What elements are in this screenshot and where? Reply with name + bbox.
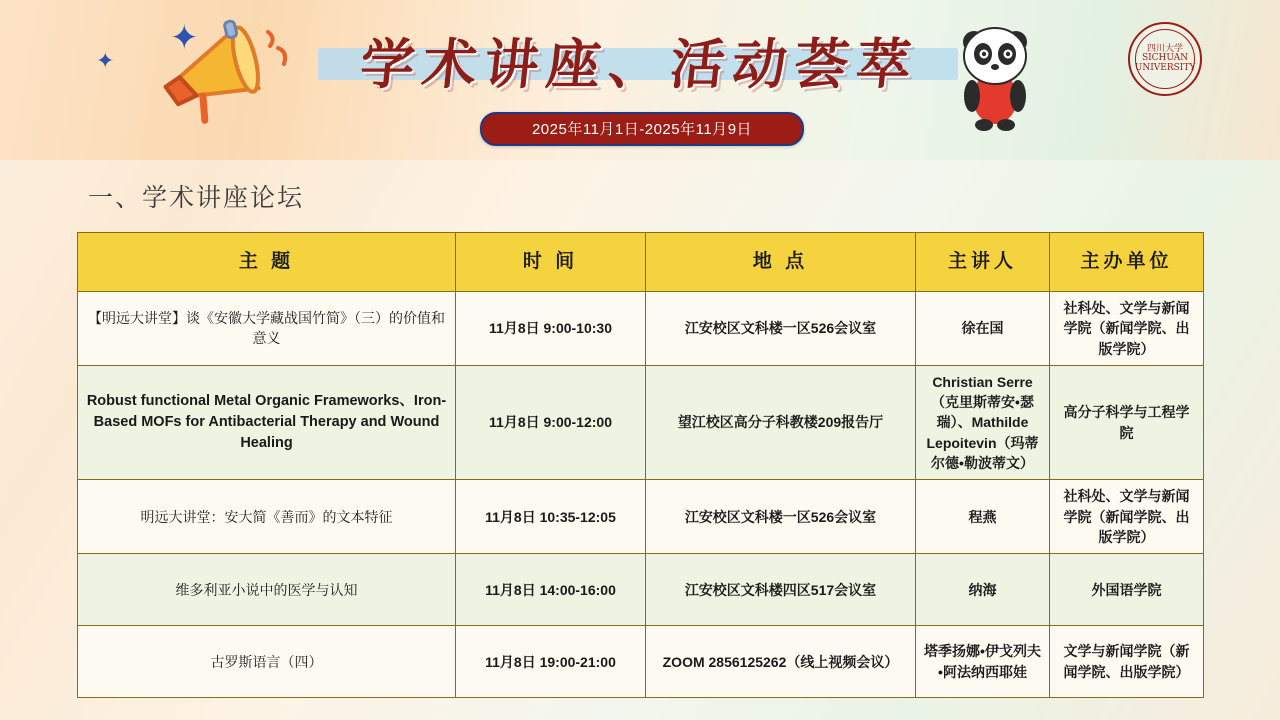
cell-place: 江安校区文科楼四区517会议室 bbox=[646, 554, 916, 626]
date-range-badge: 2025年11月1日-2025年11月9日 bbox=[480, 112, 804, 146]
cell-host: 外国语学院 bbox=[1050, 554, 1204, 626]
cell-speaker: Christian Serre（克里斯蒂安•瑟瑞）、Mathilde Lepoitevin（玛蒂尔德•勒波蒂文） bbox=[916, 365, 1050, 479]
table-row bbox=[78, 554, 1204, 626]
table-row bbox=[78, 292, 1204, 366]
cell-topic: 古罗斯语言（四） bbox=[78, 626, 456, 698]
cell-topic: 明远大讲堂：安大简《善而》的文本特征 bbox=[78, 480, 456, 554]
column-header-time: 时 间 bbox=[456, 233, 646, 292]
column-header-place: 地 点 bbox=[646, 233, 916, 292]
column-header-host: 主办单位 bbox=[1050, 233, 1204, 292]
cell-place: 望江校区高分子科教楼209报告厅 bbox=[646, 365, 916, 479]
panda-icon bbox=[950, 12, 1040, 132]
cell-topic: 维多利亚小说中的医学与认知 bbox=[78, 554, 456, 626]
banner-title: 学术讲座、活动荟萃 bbox=[357, 32, 922, 96]
cell-time: 11月8日 9:00-10:30 bbox=[456, 292, 646, 366]
cell-speaker: 程燕 bbox=[916, 480, 1050, 554]
column-header-speaker: 主讲人 bbox=[916, 233, 1050, 292]
cell-host: 文学与新闻学院（新闻学院、出版学院） bbox=[1050, 626, 1204, 698]
schedule-table-container bbox=[77, 232, 1203, 698]
table-body bbox=[78, 292, 1204, 698]
column-header-topic: 主 题 bbox=[78, 233, 456, 292]
cell-place: 江安校区文科楼一区526会议室 bbox=[646, 292, 916, 366]
cell-host: 社科处、文学与新闻学院（新闻学院、出版学院） bbox=[1050, 292, 1204, 366]
table-header-row bbox=[78, 233, 1204, 292]
university-logo bbox=[1128, 22, 1202, 96]
cell-speaker: 塔季扬娜•伊戈列夫•阿法纳西耶娃 bbox=[916, 626, 1050, 698]
schedule-table bbox=[77, 232, 1204, 698]
table-row bbox=[78, 365, 1204, 479]
section-heading: 一、学术讲座论坛 bbox=[88, 183, 305, 212]
cell-topic: Robust functional Metal Organic Frameworks、Iron-Based MOFs for Antibacterial Therapy and Wound Healing bbox=[78, 365, 456, 479]
sparkle-icon: ✦ bbox=[96, 48, 115, 73]
cell-place: ZOOM 2856125262（线上视频会议） bbox=[646, 626, 916, 698]
cell-time: 11月8日 14:00-16:00 bbox=[456, 554, 646, 626]
cell-speaker: 纳海 bbox=[916, 554, 1050, 626]
page-banner bbox=[0, 0, 1280, 160]
table-row bbox=[78, 626, 1204, 698]
table-row bbox=[78, 480, 1204, 554]
cell-time: 11月8日 19:00-21:00 bbox=[456, 626, 646, 698]
cell-host: 高分子科学与工程学院 bbox=[1050, 365, 1204, 479]
sparkle-icon: ✦ bbox=[170, 19, 199, 57]
cell-time: 11月8日 9:00-12:00 bbox=[456, 365, 646, 479]
cell-topic: 【明远大讲堂】谈《安徽大学藏战国竹简》（三）的价值和意义 bbox=[78, 292, 456, 366]
university-logo-text: 四川大学 SICHUAN UNIVERSITY bbox=[1135, 29, 1195, 89]
cell-place: 江安校区文科楼一区526会议室 bbox=[646, 480, 916, 554]
table-header bbox=[78, 233, 1204, 292]
cell-host: 社科处、文学与新闻学院（新闻学院、出版学院） bbox=[1050, 480, 1204, 554]
cell-time: 11月8日 10:35-12:05 bbox=[456, 480, 646, 554]
cell-speaker: 徐在国 bbox=[916, 292, 1050, 366]
